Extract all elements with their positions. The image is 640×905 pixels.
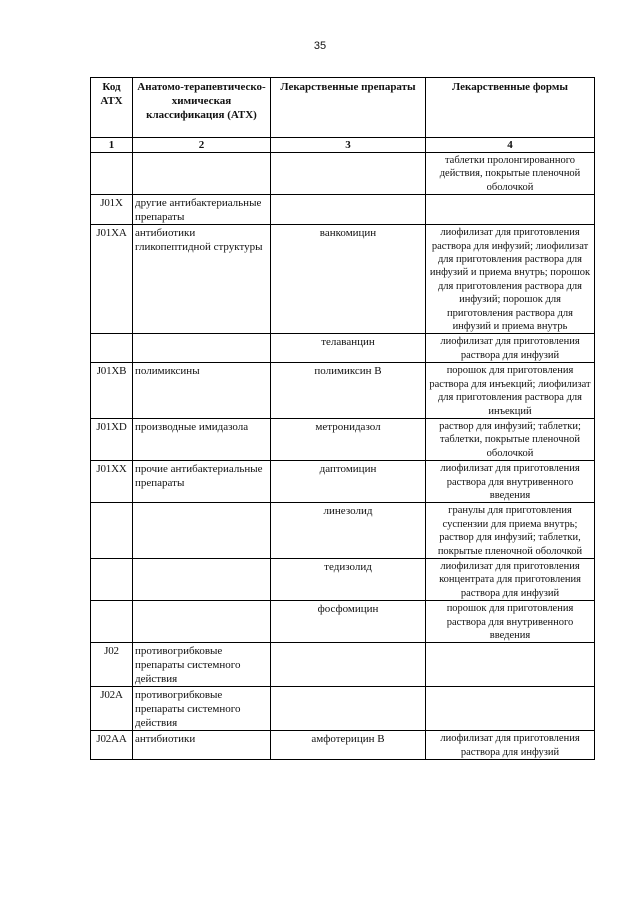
- page-number: 35: [313, 40, 327, 52]
- drug-name: тедизолид: [271, 558, 426, 600]
- table-row: [91, 643, 595, 687]
- table-row: [91, 461, 595, 503]
- dosage-forms: лиофилизат для приготовления раствора для инфузий: [426, 731, 595, 760]
- dosage-forms: порошок для приготовления раствора для внутривенного введения: [426, 601, 595, 643]
- table-header-row: [91, 78, 595, 138]
- table-row: [91, 503, 595, 559]
- dosage-forms: [426, 195, 595, 225]
- atx-classification: [133, 601, 271, 643]
- header-code: Код АТХ: [91, 78, 133, 138]
- atx-classification: противогрибковые препараты системного действия: [133, 687, 271, 731]
- column-number: 3: [271, 138, 426, 153]
- atx-code: J01XB: [91, 363, 133, 419]
- atx-code: J01XD: [91, 418, 133, 460]
- table-row: [91, 225, 595, 334]
- table-row: [91, 153, 595, 195]
- column-number: 2: [133, 138, 271, 153]
- drug-name: фосфомицин: [271, 601, 426, 643]
- atx-classification: противогрибковые препараты системного действия: [133, 643, 271, 687]
- atx-code: J01XX: [91, 461, 133, 503]
- atx-classification: другие антибактериальные препараты: [133, 195, 271, 225]
- atx-classification: [133, 334, 271, 363]
- drug-name: амфотерицин В: [271, 731, 426, 760]
- table-row: [91, 601, 595, 643]
- atx-classification: [133, 153, 271, 195]
- header-forms: Лекарственные формы: [426, 78, 595, 138]
- atx-code: [91, 601, 133, 643]
- dosage-forms: лиофилизат для приготовления концентрата для приготовления раствора для инфузий: [426, 558, 595, 600]
- header-drugs: Лекарственные препараты: [271, 78, 426, 138]
- atx-classification: производные имидазола: [133, 418, 271, 460]
- table-row: [91, 418, 595, 460]
- atx-code: [91, 334, 133, 363]
- atx-code: J02A: [91, 687, 133, 731]
- atx-code: [91, 558, 133, 600]
- atx-code: J02AA: [91, 731, 133, 760]
- table-row: [91, 334, 595, 363]
- dosage-forms: лиофилизат для приготовления раствора для внутривенного введения: [426, 461, 595, 503]
- drug-name: телаванцин: [271, 334, 426, 363]
- drug-name: даптомицин: [271, 461, 426, 503]
- atx-classification: полимиксины: [133, 363, 271, 419]
- atx-code: [91, 153, 133, 195]
- atx-classification: антибиотики: [133, 731, 271, 760]
- drug-name: [271, 195, 426, 225]
- table-row: [91, 687, 595, 731]
- atx-code: [91, 503, 133, 559]
- table-row: [91, 363, 595, 419]
- drug-name: линезолид: [271, 503, 426, 559]
- drug-name: полимиксин В: [271, 363, 426, 419]
- atx-code: J01X: [91, 195, 133, 225]
- dosage-forms: [426, 687, 595, 731]
- table-row: [91, 731, 595, 760]
- column-number: 4: [426, 138, 595, 153]
- column-number-row: [91, 138, 595, 153]
- drug-name: [271, 643, 426, 687]
- atx-code: J02: [91, 643, 133, 687]
- header-classification: Анатомо-терапевтическо-химическая классификация (АТХ): [133, 78, 271, 138]
- drug-name: ванкомицин: [271, 225, 426, 334]
- drug-name: метронидазол: [271, 418, 426, 460]
- atx-code: J01XA: [91, 225, 133, 334]
- dosage-forms: гранулы для приготовления суспензии для приема внутрь; раствор для инфузий; таблетки, покрытые пленочной оболочкой: [426, 503, 595, 559]
- atx-table: [90, 77, 595, 760]
- dosage-forms: [426, 643, 595, 687]
- column-number: 1: [91, 138, 133, 153]
- atx-classification: прочие антибактериальные препараты: [133, 461, 271, 503]
- table-row: [91, 558, 595, 600]
- dosage-forms: таблетки пролонгированного действия, покрытые пленочной оболочкой: [426, 153, 595, 195]
- dosage-forms: лиофилизат для приготовления раствора для инфузий: [426, 334, 595, 363]
- atx-classification: [133, 503, 271, 559]
- drug-name: [271, 687, 426, 731]
- drug-name: [271, 153, 426, 195]
- dosage-forms: порошок для приготовления раствора для инъекций; лиофилизат для приготовления раствора для инъекций: [426, 363, 595, 419]
- atx-classification: антибиотики гликопептидной структуры: [133, 225, 271, 334]
- atx-classification: [133, 558, 271, 600]
- dosage-forms: раствор для инфузий; таблетки; таблетки, покрытые пленочной оболочкой: [426, 418, 595, 460]
- table-row: [91, 195, 595, 225]
- dosage-forms: лиофилизат для приготовления раствора для инфузий; лиофилизат для приготовления раствора для инфузий и приема внутрь; порошок для приготовления раствора для инфузий; порошок для приготовления раствора для инфузий и приема внутрь: [426, 225, 595, 334]
